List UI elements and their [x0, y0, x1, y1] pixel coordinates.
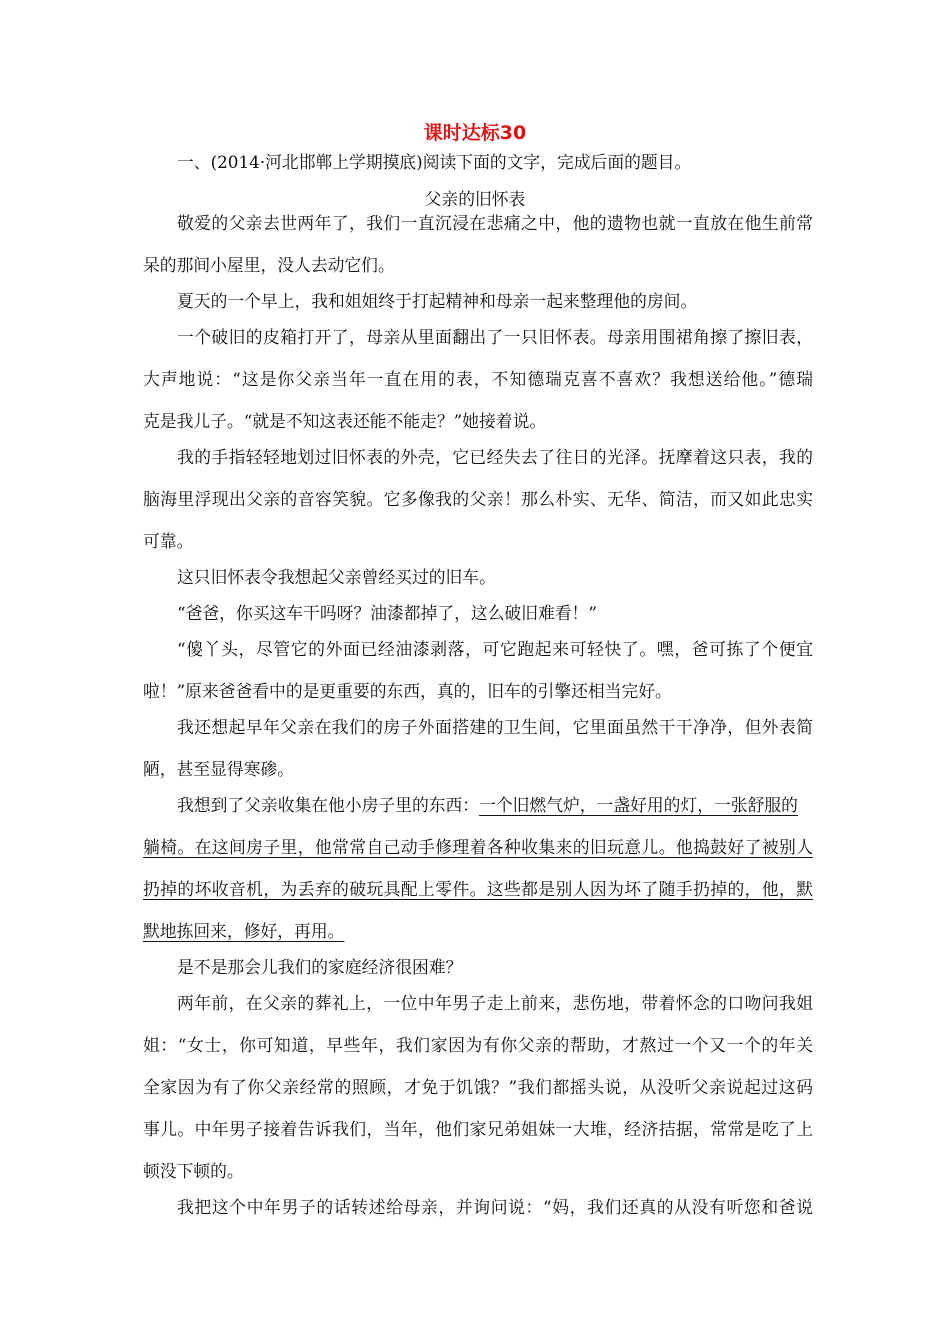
paragraph-line: “爸爸，你买这车干吗呀？油漆都掉了，这么破旧难看！”	[177, 603, 597, 623]
paragraph-line: “傻丫头，尽管它的外面已经油漆剥落，可它跑起来可轻快了。嘿，爸可拣了个便宜	[177, 639, 813, 659]
paragraph-line	[143, 919, 813, 943]
paragraph-line: 我还想起早年父亲在我们的房子外面搭建的卫生间，它里面虽然干干净净，但外表简	[177, 717, 813, 737]
question-prompt: 一、(2014·河北邯郸上学期摸底)阅读下面的文字，完成后面的题目。	[177, 152, 692, 172]
underlined-passage: 躺椅。在这间房子里，他常常自己动手修理着各种收集来的旧玩意儿。他捣鼓好了被别人	[143, 837, 813, 857]
paragraph-line: 夏天的一个早上，我和姐姐终于打起精神和母亲一起来整理他的房间。	[177, 291, 698, 311]
paragraph-line: 克是我儿子。“就是不知这表还能不能走？”她接着说。	[143, 411, 547, 431]
paragraph-line: 陋，甚至显得寒碜。	[143, 759, 295, 779]
page-title: 课时达标30	[423, 122, 527, 144]
paragraph-line: 一个破旧的皮箱打开了，母亲从里面翻出了一只旧怀表。母亲用围裙角擦了擦旧表，	[177, 327, 813, 347]
paragraph-line: 我把这个中年男子的话转述给母亲，并询问说：“妈，我们还真的从没有听您和爸说	[177, 1197, 813, 1217]
paragraph-text: 我想到了父亲收集在他小房子里的东西：	[177, 795, 480, 815]
paragraph-line	[177, 793, 813, 817]
underlined-passage: 默地拣回来，修好，再用。	[143, 921, 345, 941]
paragraph-line: 全家因为有了你父亲经常的照顾，才免于饥饿？”我们都摇头说，从没听父亲说起过这码	[143, 1077, 813, 1097]
paragraph-line: 姐：“女士，你可知道，早些年，我们家因为有你父亲的帮助，才熬过一个又一个的年关	[143, 1035, 813, 1055]
paragraph-line: 大声地说：“这是你父亲当年一直在用的表，不知德瑞克喜不喜欢？我想送给他。”德瑞	[143, 369, 813, 389]
paragraph-line: 事儿。中年男子接着告诉我们，当年，他们家兄弟姐妹一大堆，经济拮据，常常是吃了上	[143, 1119, 813, 1139]
paragraph-line: 可靠。	[143, 531, 194, 551]
paragraph-line: 我的手指轻轻地划过旧怀表的外壳，它已经失去了往日的光泽。抚摩着这只表，我的	[177, 447, 813, 467]
paragraph-line: 顿没下顿的。	[143, 1161, 244, 1181]
paragraph-line: 是不是那会儿我们的家庭经济很困难？	[177, 957, 463, 977]
underlined-passage: 扔掉的坏收音机，为丢弃的破玩具配上零件。这些都是别人因为坏了随手扔掉的，他，默	[143, 879, 813, 899]
underlined-passage: 一个旧燃气炉，一盏好用的灯，一张舒服的	[479, 795, 798, 815]
article-title: 父亲的旧怀表	[424, 189, 526, 209]
paragraph-line: 敬爱的父亲去世两年了，我们一直沉浸在悲痛之中，他的遗物也就一直放在他生前常	[177, 213, 813, 233]
paragraph-line: 脑海里浮现出父亲的音容笑貌。它多像我的父亲！那么朴实、无华、简洁，而又如此忠实	[143, 489, 813, 509]
paragraph-line: 啦！”原来爸爸看中的是更重要的东西，真的，旧车的引擎还相当完好。	[143, 681, 672, 701]
paragraph-line: 两年前，在父亲的葬礼上，一位中年男子走上前来，悲伤地，带着怀念的口吻问我姐	[177, 993, 813, 1013]
paragraph-line: 呆的那间小屋里，没人去动它们。	[143, 255, 395, 275]
paragraph-line: 这只旧怀表令我想起父亲曾经买过的旧车。	[177, 567, 496, 587]
